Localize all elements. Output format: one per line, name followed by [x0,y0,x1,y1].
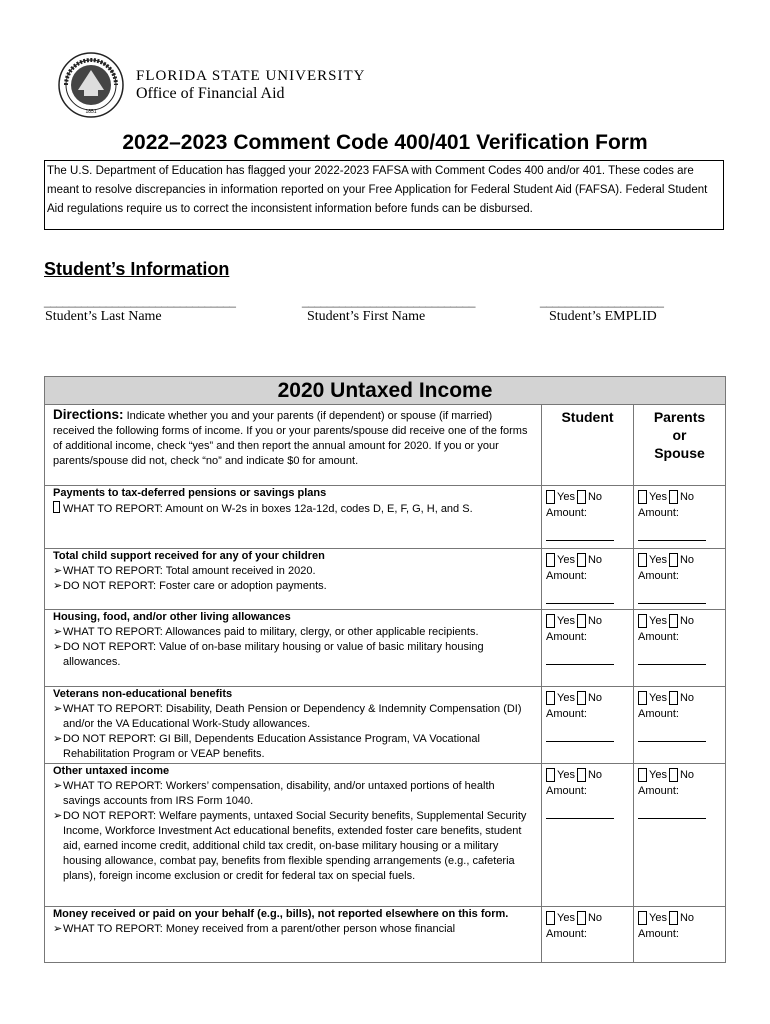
amount-label: Amount: [638,507,679,519]
student-no-checkbox[interactable] [577,614,586,628]
parents-column-header: Parents or Spouse [634,405,726,486]
arrow-bullet-icon: ➢ [53,703,63,715]
student-answer-cell [542,486,634,549]
last-name-blank[interactable]: _______________________________ [44,294,236,308]
student-column-header: Student [542,405,634,486]
yes-label: Yes [649,615,667,627]
income-item [45,610,542,687]
yes-label: Yes [649,692,667,704]
arrow-bullet-icon: ➢ [53,626,63,638]
bullet-text: DO NOT REPORT: Welfare payments, untaxed Social Security benefits, Supplemental Security Income, Workforce Investment Act educational benefits, extended foster care benefits, student aid, earned income credit, additional child tax credit, on-base military housing or a military housing allowance, combat pay, benefits from flexible spending arrangements (e.g., cafeteria plans), foreign income exclusion or credit for federal tax on special fuels. [63,810,527,882]
parents-amount-field[interactable] [638,664,706,665]
income-row [45,907,726,963]
yes-label: Yes [557,912,575,924]
parents-answer-cell [634,687,726,764]
seal-year: 1851 [85,109,97,115]
amount-label: Amount: [638,708,679,720]
form-title: 2022–2023 Comment Code 400/401 Verification Form [122,131,648,154]
untaxed-income-table [44,376,726,963]
parents-yes-checkbox[interactable] [638,553,647,567]
income-item-bullet [53,640,533,670]
yes-label: Yes [557,491,575,503]
first-name-blank[interactable]: ____________________________ [302,294,475,308]
parents-yes-checkbox[interactable] [638,691,647,705]
parents-no-checkbox[interactable] [669,490,678,504]
income-row [45,687,726,764]
parents-answer-cell [634,486,726,549]
parents-no-checkbox[interactable] [669,768,678,782]
parents-no-checkbox[interactable] [669,614,678,628]
student-no-checkbox[interactable] [577,911,586,925]
bullet-text: WHAT TO REPORT: Disability, Death Pension or Dependency & Indemnity Compensation (DI) and/or the VA Educational Work-Study allowances. [63,703,522,730]
income-item-bullet [53,625,533,640]
org-name: FLORIDA STATE UNIVERSITY [136,68,366,84]
student-no-checkbox[interactable] [577,768,586,782]
parents-answer-cell [634,549,726,610]
amount-label: Amount: [546,631,587,643]
bullet-text: DO NOT REPORT: Value of on-base military housing or value of basic military housing allowances. [63,641,484,668]
emplid-blank[interactable]: ____________________ [540,294,664,308]
income-item [45,687,542,764]
yes-label: Yes [649,554,667,566]
no-label: No [679,912,695,924]
income-row [45,610,726,687]
directions [45,405,542,486]
income-item-bullet [53,732,533,762]
student-no-checkbox[interactable] [577,691,586,705]
intro-notice: The U.S. Department of Education has flagged your 2022-2023 FAFSA with Comment Codes 400 and/or 401. These codes are meant to resolve discrepancies in information reported on your Free Application for Federal Student Aid (FAFSA). Federal Student Aid regulations require us to correct the inconsistent information before funds can be disbursed. [44,160,724,230]
yes-label: Yes [557,615,575,627]
income-item [45,907,542,963]
bullet-text: DO NOT REPORT: GI Bill, Dependents Education Assistance Program, VA Vocational Rehabilitation Program or VEAP benefits. [63,733,480,760]
student-no-checkbox[interactable] [577,490,586,504]
arrow-bullet-icon: ➢ [53,565,63,577]
no-label: No [587,554,603,566]
bullet-text: WHAT TO REPORT: Allowances paid to military, clergy, or other applicable recipients. [63,626,479,638]
no-label: No [587,491,603,503]
income-item-title: Other untaxed income [53,765,170,777]
student-answer-cell [542,610,634,687]
student-yes-checkbox[interactable] [546,553,555,567]
student-amount-field[interactable] [546,603,614,604]
bullet-text: WHAT TO REPORT: Amount on W-2s in boxes 12a-12d, codes D, E, F, G, H, and S. [63,503,473,515]
directions-label: Directions: [53,407,124,422]
parents-no-checkbox[interactable] [669,911,678,925]
parents-amount-field[interactable] [638,741,706,742]
amount-label: Amount: [546,708,587,720]
amount-label: Amount: [638,631,679,643]
income-item [45,764,542,907]
parents-amount-field[interactable] [638,818,706,819]
parents-answer-cell [634,764,726,907]
amount-label: Amount: [638,928,679,940]
parents-amount-field[interactable] [638,603,706,604]
student-yes-checkbox[interactable] [546,768,555,782]
parents-yes-checkbox[interactable] [638,490,647,504]
first-name-label: Student’s First Name [307,309,426,324]
yes-label: Yes [649,491,667,503]
student-amount-field[interactable] [546,540,614,541]
no-label: No [679,769,695,781]
bullet-text: WHAT TO REPORT: Workers’ compensation, disability, and/or untaxed portions of health savings accounts from IRS Form 1040. [63,780,495,807]
student-yes-checkbox[interactable] [546,911,555,925]
student-no-checkbox[interactable] [577,553,586,567]
amount-label: Amount: [546,928,587,940]
yes-label: Yes [557,692,575,704]
yes-label: Yes [557,554,575,566]
income-item [45,549,542,610]
parents-yes-checkbox[interactable] [638,768,647,782]
parents-no-checkbox[interactable] [669,553,678,567]
office-name: Office of Financial Aid [136,85,285,102]
parents-amount-field[interactable] [638,540,706,541]
no-label: No [679,491,695,503]
no-label: No [679,692,695,704]
parents-no-checkbox[interactable] [669,691,678,705]
income-item-bullet [53,922,533,937]
yes-label: Yes [649,912,667,924]
student-amount-field[interactable] [546,664,614,665]
arrow-bullet-icon: ➢ [53,780,63,792]
last-name-label: Student’s Last Name [45,309,162,324]
student-answer-cell [542,549,634,610]
income-item-bullet [53,809,533,884]
amount-label: Amount: [638,785,679,797]
box-bullet-icon [53,501,63,517]
no-label: No [587,615,603,627]
income-item-bullet [53,702,533,732]
parents-yes-checkbox[interactable] [638,614,647,628]
no-label: No [587,692,603,704]
no-label: No [587,912,603,924]
bullet-text: DO NOT REPORT: Foster care or adoption payments. [63,580,327,592]
untaxed-income-title: 2020 Untaxed Income [45,377,726,405]
amount-label: Amount: [546,507,587,519]
income-item-title: Total child support received for any of your children [53,550,325,562]
income-item-title: Housing, food, and/or other living allowances [53,611,291,623]
parents-answer-cell [634,610,726,687]
amount-label: Amount: [546,785,587,797]
no-label: No [679,554,695,566]
amount-label: Amount: [546,570,587,582]
bullet-text: WHAT TO REPORT: Total amount received in 2020. [63,565,316,577]
student-info-heading: Student’s Information [44,259,230,279]
no-label: No [679,615,695,627]
student-yes-checkbox[interactable] [546,490,555,504]
income-item [45,486,542,549]
income-row [45,486,726,549]
student-yes-checkbox[interactable] [546,691,555,705]
parents-yes-checkbox[interactable] [638,911,647,925]
directions-text: Indicate whether you and your parents (if dependent) or spouse (if married) received the following forms of income. If you or your parents/spouse did receive one of the forms of additional income, check “yes” and then report the annual amount for 2020. If you or your parents/spouse did not, check “no” and indicate $0 for amount. [53,410,528,467]
header-logo [58,52,365,118]
fsu-seal-icon [58,52,124,118]
emplid-label: Student’s EMPLID [549,309,657,324]
income-item-bullet [53,579,533,594]
bullet-text: WHAT TO REPORT: Money received from a parent/other person whose financial [63,923,456,935]
student-answer-cell [542,907,634,963]
income-row [45,549,726,610]
student-answer-cell [542,764,634,907]
yes-label: Yes [557,769,575,781]
amount-label: Amount: [638,570,679,582]
arrow-bullet-icon: ➢ [53,923,63,935]
student-yes-checkbox[interactable] [546,614,555,628]
student-answer-cell [542,687,634,764]
arrow-bullet-icon: ➢ [53,580,63,592]
yes-label: Yes [649,769,667,781]
arrow-bullet-icon: ➢ [53,810,63,822]
arrow-bullet-icon: ➢ [53,733,63,745]
student-amount-field[interactable] [546,741,614,742]
income-item-title: Money received or paid on your behalf (e.g., bills), not reported elsewhere on this form. [53,908,509,920]
income-item-bullet [53,501,533,517]
income-item-bullet [53,564,533,579]
income-item-bullet [53,779,533,809]
student-amount-field[interactable] [546,818,614,819]
income-item-title: Veterans non-educational benefits [53,688,233,700]
no-label: No [587,769,603,781]
income-row [45,764,726,907]
income-item-title: Payments to tax-deferred pensions or savings plans [53,487,327,499]
parents-answer-cell [634,907,726,963]
arrow-bullet-icon: ➢ [53,641,63,653]
